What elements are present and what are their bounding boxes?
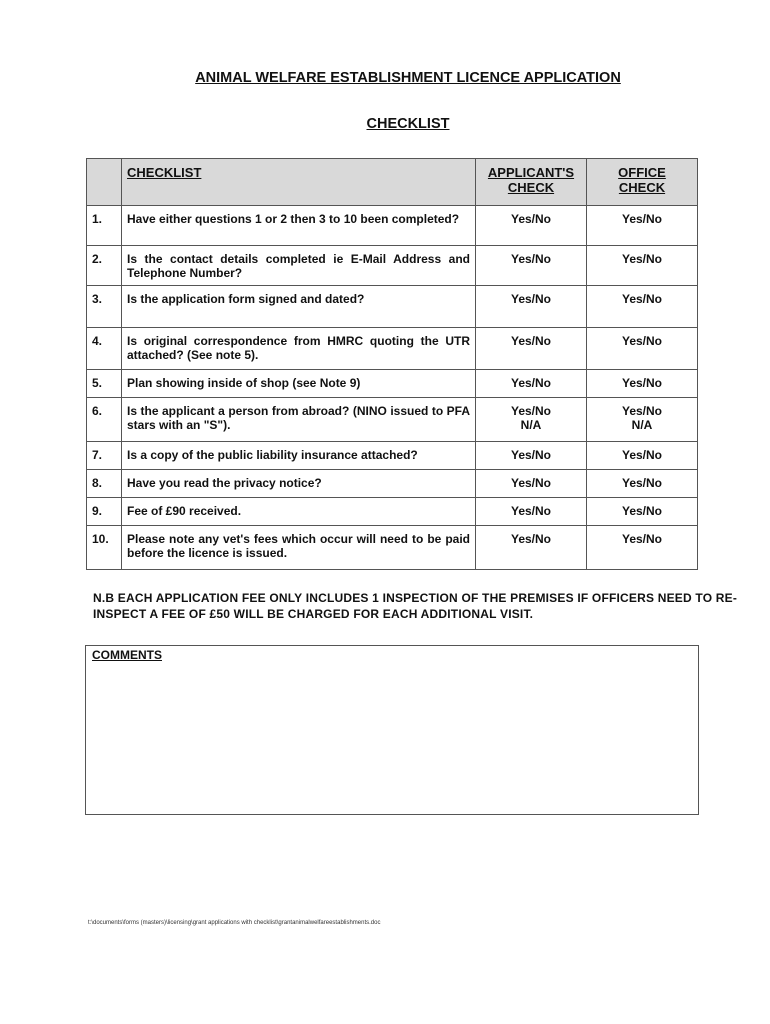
- applicant-check-cell[interactable]: [476, 470, 587, 498]
- applicant-check-cell[interactable]: [476, 246, 587, 286]
- comments-label: COMMENTS: [92, 648, 162, 662]
- office-check-value: Yes/No: [621, 404, 663, 418]
- office-check-cell[interactable]: [587, 526, 698, 570]
- row-question: Is the applicant a person from abroad? (NINO issued to PFA stars with an "S").: [122, 398, 476, 442]
- checklist-column-header: CHECKLIST: [122, 159, 476, 206]
- row-question: Is the contact details completed ie E-Mail Address and Telephone Number?: [122, 246, 476, 286]
- office-check-value: Yes/No: [621, 476, 663, 490]
- applicant-check-cell[interactable]: [476, 286, 587, 328]
- row-number: 8.: [87, 470, 122, 498]
- office-check-column-header: [587, 159, 698, 206]
- checklist-header-row: [87, 159, 698, 206]
- applicant-check-cell[interactable]: [476, 442, 587, 470]
- checklist-table: [86, 158, 698, 570]
- applicant-check-value: Yes/No: [510, 532, 552, 546]
- office-check-cell[interactable]: [587, 206, 698, 246]
- applicant-check-cell[interactable]: [476, 498, 587, 526]
- office-check-cell[interactable]: [587, 286, 698, 328]
- row-question: Have you read the privacy notice?: [122, 470, 476, 498]
- office-check-cell[interactable]: [587, 328, 698, 370]
- applicant-check-value: Yes/No: [510, 252, 552, 266]
- row-question: Plan showing inside of shop (see Note 9): [122, 370, 476, 398]
- row-question: Is original correspondence from HMRC quoting the UTR attached? (See note 5).: [122, 328, 476, 370]
- office-header-line2: CHECK: [618, 180, 666, 195]
- office-check-value: Yes/No: [621, 212, 663, 226]
- comments-box[interactable]: [85, 645, 699, 815]
- office-check-extra: N/A: [631, 418, 653, 432]
- office-check-value: Yes/No: [621, 334, 663, 348]
- applicant-check-cell[interactable]: [476, 398, 587, 442]
- row-number: 3.: [87, 286, 122, 328]
- row-number: 2.: [87, 246, 122, 286]
- row-question: Please note any vet's fees which occur will need to be paid before the licence is issued.: [122, 526, 476, 570]
- table-row: [87, 398, 698, 442]
- office-check-value: Yes/No: [621, 532, 663, 546]
- applicant-header-line2: CHECK: [507, 180, 555, 195]
- row-number: 10.: [87, 526, 122, 570]
- office-check-value: Yes/No: [621, 292, 663, 306]
- office-check-value: Yes/No: [621, 376, 663, 390]
- row-number: 4.: [87, 328, 122, 370]
- row-number: 9.: [87, 498, 122, 526]
- applicant-check-value: Yes/No: [510, 292, 552, 306]
- office-check-value: Yes/No: [621, 252, 663, 266]
- office-check-value: Yes/No: [621, 504, 663, 518]
- table-row: [87, 498, 698, 526]
- office-check-cell[interactable]: [587, 470, 698, 498]
- applicant-check-cell[interactable]: [476, 370, 587, 398]
- row-number: 1.: [87, 206, 122, 246]
- applicant-header-line1: APPLICANT'S: [487, 165, 575, 180]
- table-row: [87, 328, 698, 370]
- number-column-header: [87, 159, 122, 206]
- table-row: [87, 442, 698, 470]
- table-row: [87, 246, 698, 286]
- row-question: Is the application form signed and dated?: [122, 286, 476, 328]
- office-check-cell[interactable]: [587, 398, 698, 442]
- applicant-check-value: Yes/No: [510, 376, 552, 390]
- document-subtitle: CHECKLIST: [366, 116, 450, 132]
- table-row: [87, 470, 698, 498]
- applicant-check-cell[interactable]: [476, 526, 587, 570]
- row-question: Fee of £90 received.: [122, 498, 476, 526]
- row-number: 6.: [87, 398, 122, 442]
- table-row: [87, 370, 698, 398]
- applicant-check-column-header: [476, 159, 587, 206]
- office-check-value: Yes/No: [621, 448, 663, 462]
- office-check-cell[interactable]: [587, 246, 698, 286]
- table-row: [87, 206, 698, 246]
- applicant-check-value: Yes/No: [510, 404, 552, 418]
- applicant-check-extra: N/A: [520, 418, 542, 432]
- office-check-cell[interactable]: [587, 370, 698, 398]
- applicant-check-value: Yes/No: [510, 212, 552, 226]
- applicant-check-cell[interactable]: [476, 206, 587, 246]
- row-question: Is a copy of the public liability insurance attached?: [122, 442, 476, 470]
- table-row: [87, 526, 698, 570]
- fee-note: N.B EACH APPLICATION FEE ONLY INCLUDES 1 INSPECTION OF THE PREMISES IF OFFICERS NEED TO RE-INSPECT A FEE OF £50 WILL BE CHARGED FOR EACH ADDITIONAL VISIT.: [93, 591, 738, 621]
- applicant-check-value: Yes/No: [510, 476, 552, 490]
- file-path-footer: t:\documents\forms (masters)\licensing\grant applications with checklist\grantanimalwelfareestablishments.doc: [88, 920, 381, 926]
- table-row: [87, 286, 698, 328]
- applicant-check-value: Yes/No: [510, 504, 552, 518]
- office-check-cell[interactable]: [587, 442, 698, 470]
- office-check-cell[interactable]: [587, 498, 698, 526]
- row-number: 5.: [87, 370, 122, 398]
- office-header-line1: OFFICE: [618, 165, 666, 180]
- row-question: Have either questions 1 or 2 then 3 to 10 been completed?: [122, 206, 476, 246]
- applicant-check-cell[interactable]: [476, 328, 587, 370]
- document-title: ANIMAL WELFARE ESTABLISHMENT LICENCE APPLICATION: [195, 70, 621, 86]
- row-number: 7.: [87, 442, 122, 470]
- applicant-check-value: Yes/No: [510, 334, 552, 348]
- applicant-check-value: Yes/No: [510, 448, 552, 462]
